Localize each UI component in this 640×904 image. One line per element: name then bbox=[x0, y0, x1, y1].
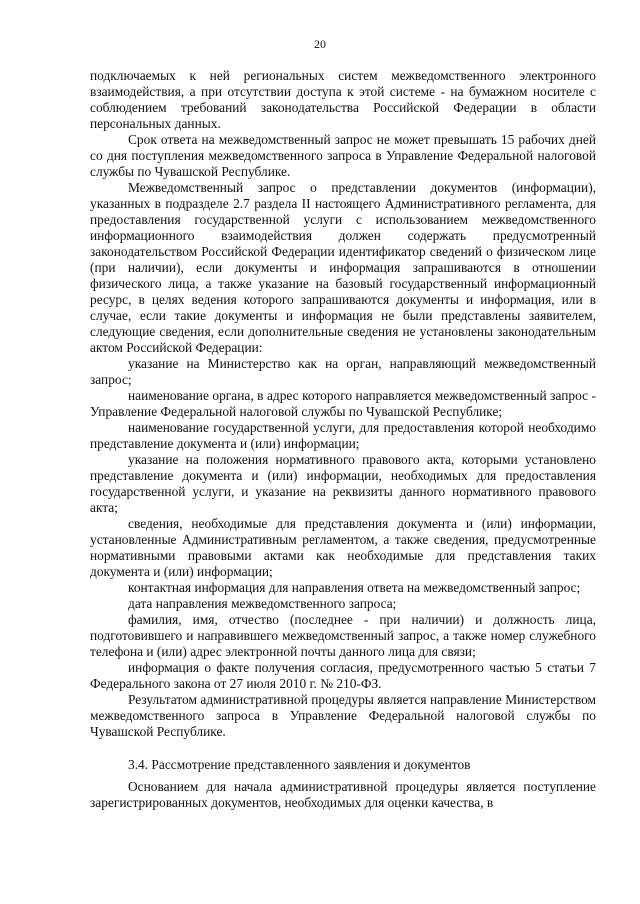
list-item: наименование государственной услуги, для предоставления которой необходимо представление документа и (или) информации; bbox=[90, 420, 596, 451]
paragraph: подключаемых к ней региональных систем межведомственного электронного взаимодействия, а при отсутствии доступа к этой системе - на бумажном носителе с соблюдением требований законодательства Российской Федерации в области персональных данных. bbox=[90, 68, 596, 131]
paragraph: Результатом административной процедуры является направление Министерством межведомственного запроса в Управление Федеральной налоговой службы по Чувашской Республике. bbox=[90, 692, 596, 739]
list-item: указание на положения нормативного правового акта, которыми установлено представление документа и (или) информации, необходимых для предоставления государственной услуги, и указание на реквизиты данного нормативного правового акта; bbox=[90, 452, 596, 515]
page-number: 20 bbox=[314, 37, 326, 51]
paragraph: Межведомственный запрос о представлении документов (информации), указанных в подразделе 2.7 раздела II настоящего Административного регламента, для предоставления государственной услуги с использованием межведомственного информационного взаимодействия должен содержать предусмотренный законодательством Российской Федерации идентификатор сведений о физическом лице (при наличии), если документы и информация запрашиваются в отношении физического лица, а также указание на базовый государственный информационный ресурс, в целях ведения которого запрашиваются документы и информация, или в случае, если такие документы и информация не были представлены заявителем, следующие сведения, если дополнительные сведения не установлены законодательным актом Российской Федерации: bbox=[90, 180, 596, 355]
document-body bbox=[90, 68, 596, 811]
list-item: наименование органа, в адрес которого направляется межведомственный запрос - Управление Федеральной налоговой службы по Чувашской Республике; bbox=[90, 388, 596, 419]
paragraph: Основанием для начала административной процедуры является поступление зарегистрированных документов, необходимых для оценки качества, в bbox=[90, 779, 596, 810]
section-heading: 3.4. Рассмотрение представленного заявления и документов bbox=[128, 757, 471, 772]
list-item: информация о факте получения согласия, предусмотренного частью 5 статьи 7 Федерального закона от 27 июля 2010 г. № 210-ФЗ. bbox=[90, 660, 596, 691]
list-item: контактная информация для направления ответа на межведомственный запрос; bbox=[128, 580, 581, 595]
list-item: дата направления межведомственного запроса; bbox=[128, 596, 397, 611]
paragraph: Срок ответа на межведомственный запрос не может превышать 15 рабочих дней со дня поступления межведомственного запроса в Управление Федеральной налоговой службы по Чувашской Республике. bbox=[90, 132, 596, 179]
list-item: указание на Министерство как на орган, направляющий межведомственный запрос; bbox=[90, 356, 596, 387]
list-item: сведения, необходимые для представления документа и (или) информации, установленные Административным регламентом, а также сведения, предусмотренные нормативными правовыми актами как необходимые для представления таких документа и (или) информации; bbox=[90, 516, 596, 579]
list-item: фамилия, имя, отчество (последнее - при наличии) и должность лица, подготовившего и направившего межведомственный запрос, а также номер служебного телефона и (или) адрес электронной почты данного лица для связи; bbox=[90, 612, 596, 659]
